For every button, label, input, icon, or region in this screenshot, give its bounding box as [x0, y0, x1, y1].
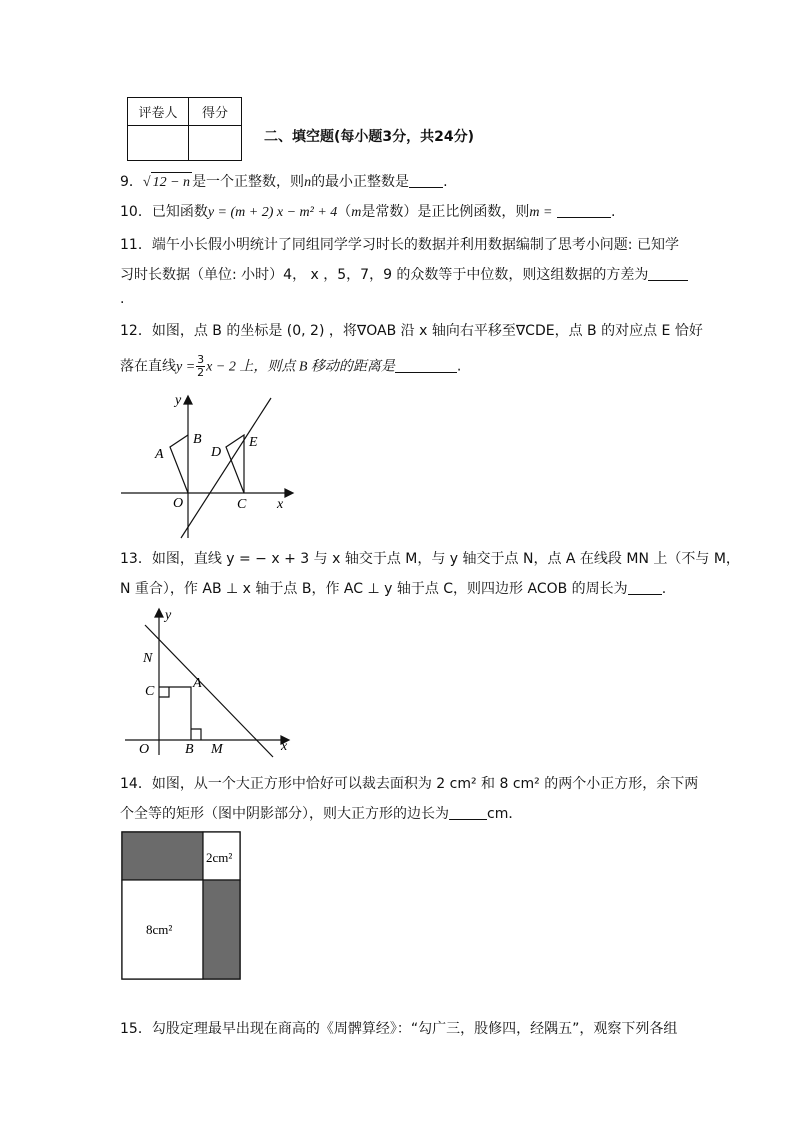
line-mn [145, 625, 273, 757]
label-x: x [277, 497, 284, 512]
label-o: O [173, 496, 184, 511]
score-table-grader-cell[interactable] [128, 126, 189, 161]
answer-blank-9[interactable] [409, 173, 443, 188]
fraction-denominator: 2 [197, 366, 205, 379]
sqrt-symbol: √ [142, 175, 151, 190]
question-13-line-1: 13．如图，直线 y = − x + 3 与 x 轴交于点 M，与 y 轴交于点 N，点 A 在线段 MN 上（不与 M， [120, 551, 740, 567]
question-9-radicand: 12 − n [151, 172, 192, 193]
question-9 [120, 172, 448, 193]
question-12-rest: x − 2 上，则点 B 移动的距离是 [206, 359, 395, 375]
figure-q14 [120, 830, 244, 982]
question-9-text-2: 的最小正整数是 [311, 174, 410, 190]
question-10-ask: m = [529, 205, 553, 220]
question-9-end: . [443, 174, 448, 190]
score-table-score-cell[interactable] [189, 126, 242, 161]
question-10-formula: y = (m + 2) x − m² + 4 [207, 205, 338, 220]
fraction-numerator: 3 [197, 353, 205, 366]
answer-blank-14[interactable] [449, 805, 487, 820]
question-9-text-1: 是一个正整数，则 [192, 174, 305, 190]
question-10 [120, 202, 615, 223]
score-table [127, 97, 242, 161]
question-9-var: n [304, 175, 312, 190]
label-e: E [249, 435, 258, 450]
rectangle-acob [159, 687, 191, 740]
y-axis-arrow [184, 396, 192, 404]
question-10-end: . [610, 204, 616, 220]
question-11-text: 习时长数据（单位: 小时）4， x ，5，7，9 的众数等于中位数，则这组数据的方差为 [120, 267, 649, 283]
right-angle-c [159, 687, 169, 697]
label-2cm2: 2cm² [206, 850, 233, 865]
label-d: D [211, 445, 222, 460]
label-o: O [139, 742, 150, 757]
question-13-end: . [661, 581, 667, 597]
question-12-prefix: 落在直线 [120, 358, 176, 375]
question-11-line-2 [120, 265, 688, 285]
line-y-3-2x-2 [181, 398, 271, 538]
label-8cm2: 8cm² [146, 922, 173, 937]
question-15-line-1: 15．勾股定理最早出现在商高的《周髀算经》：“勾广三，股修四，经隅五”，观察下列各组 [120, 1021, 678, 1037]
label-b: B [193, 432, 202, 447]
section-title: 二、填空题(每小题3分，共24分) [264, 129, 475, 145]
question-11-line-1: 11．端午小长假小明统计了同组同学学习时长的数据并利用数据编制了思考小问题: 已知学 [120, 237, 679, 253]
fraction-3-2 [196, 354, 205, 379]
question-12-line-1: 12．如图，点 B 的坐标是 (0, 2) ，将∇OAB 沿 x 轴向右平移至∇CDE，点 B 的对应点 E 恰好 [120, 323, 703, 339]
answer-blank-11[interactable] [648, 266, 688, 281]
score-table-grader-header: 评卷人 [128, 98, 189, 126]
answer-blank-12[interactable] [395, 358, 457, 373]
right-angle-b [191, 729, 201, 740]
question-14-text: 个全等的矩形（图中阴影部分），则大正方形的边长为 [120, 806, 449, 822]
question-10-text-1: （ [337, 204, 352, 220]
label-a: A [193, 676, 202, 691]
figure-q12 [115, 390, 300, 540]
y-axis-arrow [155, 609, 163, 617]
question-13-text: N 重合），作 AB ⊥ x 轴于点 B，作 AC ⊥ y 轴于点 C，则四边形 ACOB 的周长为 [120, 581, 628, 597]
question-10-text-2: 是常数）是正比例函数，则 [361, 204, 530, 220]
question-12-end: . [456, 358, 462, 375]
label-a: A [155, 447, 164, 462]
question-14-unit: cm． [487, 806, 523, 822]
label-x: x [281, 739, 288, 754]
shaded-rectangle-right [203, 880, 240, 979]
question-14-line-1: 14．如图，从一个大正方形中恰好可以裁去面积为 2 cm² 和 8 cm² 的两个小正方形，余下两 [120, 776, 699, 792]
question-9-number: 9． [120, 174, 143, 190]
x-axis-arrow [285, 489, 293, 497]
score-table-score-header: 得分 [189, 98, 242, 126]
question-11-line-3: . [120, 291, 125, 307]
answer-blank-10[interactable] [557, 203, 611, 218]
question-10-prefix: 10．已知函数 [120, 204, 208, 220]
question-13-line-2 [120, 579, 666, 599]
label-y: y [165, 608, 172, 623]
answer-blank-13[interactable] [628, 580, 662, 595]
question-12-line-2 [120, 354, 461, 379]
label-n: N [143, 651, 153, 666]
label-c: C [145, 684, 155, 699]
question-12-y: y = [176, 359, 196, 375]
figure-q13 [115, 605, 300, 760]
label-b: B [185, 742, 194, 757]
shaded-rectangle-top [122, 832, 203, 880]
triangle-oab [170, 435, 188, 493]
label-c: C [237, 497, 247, 512]
label-y: y [175, 393, 182, 408]
label-m: M [211, 742, 223, 757]
question-14-line-2 [120, 804, 522, 824]
question-10-var: m [351, 205, 362, 220]
